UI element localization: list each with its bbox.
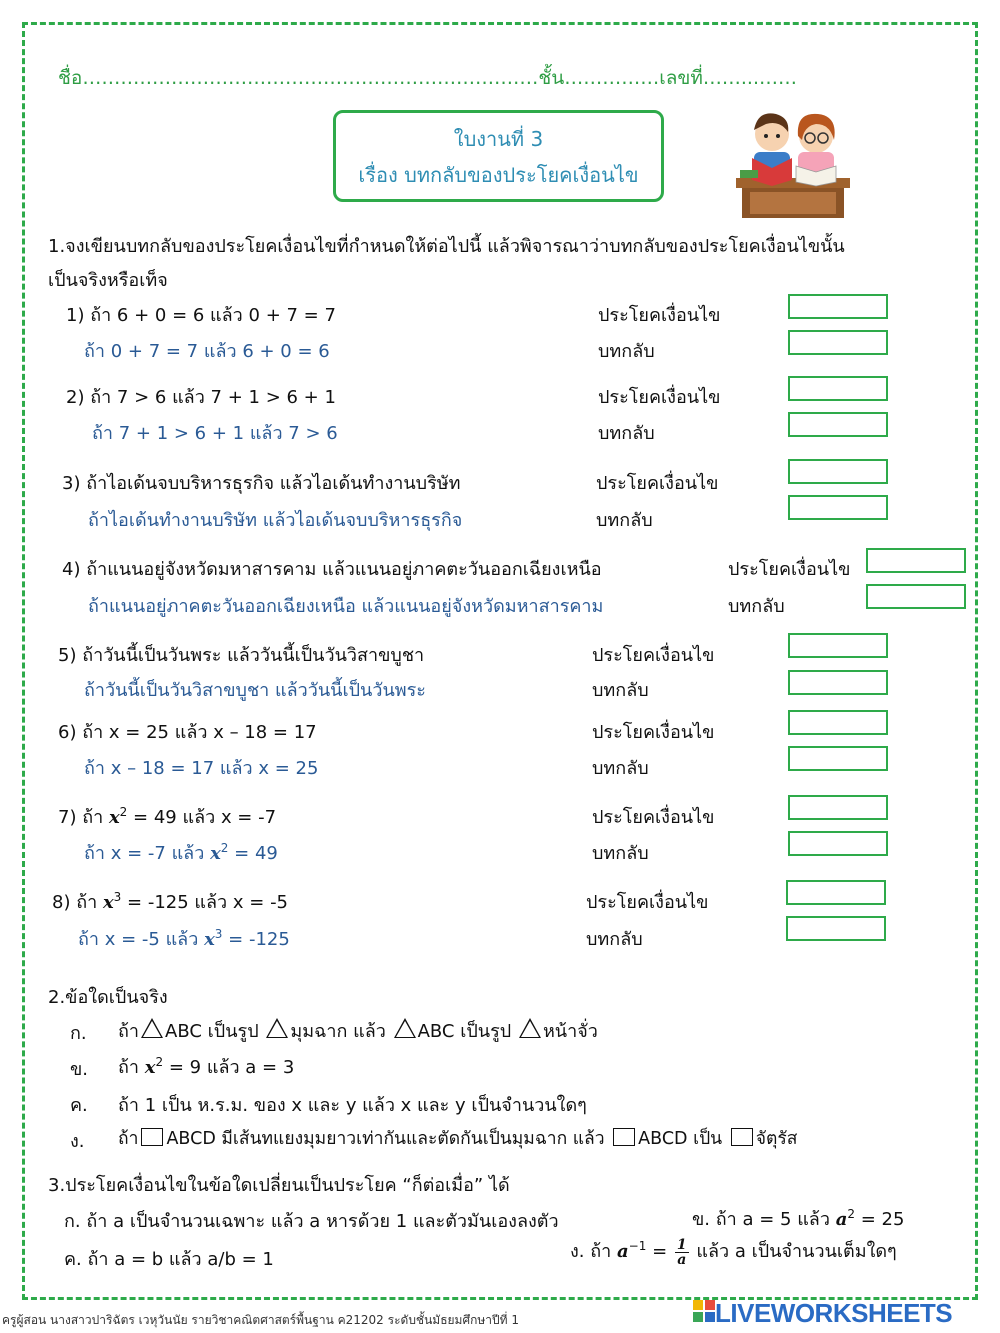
footer-credit: ครูผู้สอน นางสาวปาริฉัตร เวหุวันนัย รายวิชาคณิตศาสตร์พื้นฐาน ค21202 ระดับชั้นมัธยมศึกษาปีที่ 1 xyxy=(2,1313,519,1327)
section3-choice-c: ค. ถ้า a = b แล้ว a/b = 1 xyxy=(64,1249,274,1270)
kids-reading-illustration xyxy=(732,96,854,222)
var-a: a xyxy=(616,1241,629,1262)
item4-conditional-label: ประโยคเงื่อนไข xyxy=(728,559,851,580)
item7-converse: ถ้า x = -7 แล้ว $x^2 = 49$ xyxy=(84,841,278,864)
logo-icon xyxy=(693,1300,715,1326)
section2-choice-a-label: ก. xyxy=(70,1023,87,1044)
name-label: ชื่อ xyxy=(58,67,83,89)
item6-converse-label: บทกลับ xyxy=(592,758,649,779)
item1-conditional: 1) ถ้า 6 + 0 = 6 แล้ว 0 + 7 = 7 xyxy=(66,305,336,326)
exponent: 2 xyxy=(119,805,128,819)
var-x: x xyxy=(108,807,120,828)
item4-conditional-answer-box[interactable] xyxy=(866,548,966,573)
item8-conditional-label: ประโยคเงื่อนไข xyxy=(586,892,709,913)
item5-converse-label: บทกลับ xyxy=(592,680,649,701)
item6-converse: ถ้า x – 18 = 17 แล้ว x = 25 xyxy=(84,758,319,779)
worksheet-topic: เรื่อง บทกลับของประโยคเงื่อนไข xyxy=(358,163,639,187)
item6-conditional: 6) ถ้า x = 25 แล้ว x – 18 = 17 xyxy=(58,722,317,743)
worksheet-number: ใบงานที่ 3 xyxy=(453,127,544,151)
section2-heading: 2.ข้อใดเป็นจริง xyxy=(48,987,168,1008)
item3-converse: ถ้าไอเด้นทำงานบริษัท แล้วไอเด้นจบบริหารธุรกิจ xyxy=(88,510,463,531)
item1-conditional-label: ประโยคเงื่อนไข xyxy=(598,305,721,326)
section3-heading: 3.ประโยคเงื่อนไขในข้อใดเปลี่ยนเป็นประโยค “ก็ต่อเมื่อ” ได้ xyxy=(48,1175,510,1196)
exponent: 2 xyxy=(220,841,229,855)
triangle-icon xyxy=(394,1018,416,1038)
triangle-icon xyxy=(519,1018,541,1038)
item6-conditional-label: ประโยคเงื่อนไข xyxy=(592,722,715,743)
section2-choice-b: ถ้า $x^2 = 9$ แล้ว a = 3 xyxy=(118,1055,295,1078)
square-icon xyxy=(613,1128,635,1146)
square-icon xyxy=(141,1128,163,1146)
var-x: x xyxy=(102,892,114,913)
item6-conditional-answer-box[interactable] xyxy=(788,710,888,735)
section2-choice-c: ถ้า 1 เป็น ห.ร.ม. ของ x และ y แล้ว x และ y เป็นจำนวนใดๆ xyxy=(118,1095,587,1116)
item5-converse: ถ้าวันนี้เป็นวันวิสาขบูชา แล้ววันนี้เป็นวันพระ xyxy=(84,680,426,701)
exponent: 3 xyxy=(113,890,122,904)
exponent: −1 xyxy=(628,1239,647,1253)
square-icon xyxy=(731,1128,753,1146)
class-label: ชั้น xyxy=(538,67,565,89)
liveworksheets-logo: LIVEWORKSHEETS xyxy=(693,1298,952,1328)
item1-converse-label: บทกลับ xyxy=(598,341,655,362)
section2-choice-c-label: ค. xyxy=(70,1095,88,1116)
item8-converse-answer-box[interactable] xyxy=(786,916,886,941)
section3-choice-d: ง. ถ้า $a^{-1}$ = $\frac{1}{a}$ แล้ว a เป็นจำนวนเต็มใดๆ xyxy=(570,1236,897,1268)
section1-instruction-line1: 1.จงเขียนบทกลับของประโยคเงื่อนไขที่กำหนดให้ต่อไปนี้ แล้วพิจารณาว่าบทกลับของประโยคเงื่อนไขนั้น xyxy=(48,236,845,257)
item7-conditional: 7) ถ้า $x^2 = 49$ แล้ว x = -7 xyxy=(58,805,277,828)
header-line xyxy=(58,63,797,93)
item3-converse-label: บทกลับ xyxy=(596,510,653,531)
item3-converse-answer-box[interactable] xyxy=(788,495,888,520)
section1-instruction-line2: เป็นจริงหรือเท็จ xyxy=(48,270,168,291)
item2-converse-label: บทกลับ xyxy=(598,423,655,444)
item3-conditional: 3) ถ้าไอเด้นจบบริหารธุรกิจ แล้วไอเด้นทำงานบริษัท xyxy=(62,473,461,494)
item7-conditional-answer-box[interactable] xyxy=(788,795,888,820)
var-a: a xyxy=(835,1209,848,1230)
number-dots: ……...…… xyxy=(702,67,797,89)
exponent: 3 xyxy=(214,927,223,941)
item2-converse-answer-box[interactable] xyxy=(788,412,888,437)
item1-converse: ถ้า 0 + 7 = 7 แล้ว 6 + 0 = 6 xyxy=(84,341,330,362)
item3-conditional-label: ประโยคเงื่อนไข xyxy=(596,473,719,494)
class-dots: …………… xyxy=(564,67,660,89)
number-label: เลขที่ xyxy=(659,67,703,89)
item1-converse-answer-box[interactable] xyxy=(788,330,888,355)
item7-converse-answer-box[interactable] xyxy=(788,831,888,856)
item5-conditional-label: ประโยคเงื่อนไข xyxy=(592,645,715,666)
var-x: x xyxy=(210,843,221,864)
section3-choice-a: ก. ถ้า a เป็นจำนวนเฉพาะ แล้ว a หารด้วย 1 และตัวมันเองลงตัว xyxy=(64,1211,559,1232)
section2-choice-d-label: ง. xyxy=(70,1131,85,1152)
item8-converse: ถ้า x = -5 แล้ว $x^3 = -125$ xyxy=(78,927,290,950)
section2-choice-b-label: ข. xyxy=(70,1059,89,1080)
section2-choice-d: ถ้า ABCD มีเส้นทแยงมุมยาวเท่ากันและตัดกันเป็นมุมฉาก แล้ว ABCD เป็น จัตุรัส xyxy=(118,1129,798,1149)
var-x: x xyxy=(144,1057,156,1078)
triangle-icon xyxy=(141,1018,163,1038)
item7-conditional-label: ประโยคเงื่อนไข xyxy=(592,807,715,828)
item8-conditional: 8) ถ้า $x^3 = -125$ แล้ว x = -5 xyxy=(52,890,289,913)
item1-conditional-answer-box[interactable] xyxy=(788,294,888,319)
item2-converse: ถ้า 7 + 1 > 6 + 1 แล้ว 7 > 6 xyxy=(92,423,338,444)
name-dots: ……………………………………………………………… xyxy=(82,67,539,89)
title-box xyxy=(333,110,664,202)
item4-converse-label: บทกลับ xyxy=(728,596,785,617)
fraction: $\frac{1}{a}$ xyxy=(676,1236,687,1268)
item8-conditional-answer-box[interactable] xyxy=(786,880,886,905)
item2-conditional-label: ประโยคเงื่อนไข xyxy=(598,387,721,408)
triangle-icon xyxy=(266,1018,288,1038)
item6-converse-answer-box[interactable] xyxy=(788,746,888,771)
exponent: 2 xyxy=(155,1055,164,1069)
item3-conditional-answer-box[interactable] xyxy=(788,459,888,484)
exponent: 2 xyxy=(847,1207,855,1221)
var-x: x xyxy=(204,929,215,950)
item5-converse-answer-box[interactable] xyxy=(788,670,888,695)
item8-converse-label: บทกลับ xyxy=(586,929,643,950)
item4-conditional: 4) ถ้าแนนอยู่จังหวัดมหาสารคาม แล้วแนนอยู่ภาคตะวันออกเฉียงเหนือ xyxy=(62,559,602,580)
item5-conditional: 5) ถ้าวันนี้เป็นวันพระ แล้ววันนี้เป็นวันวิสาขบูชา xyxy=(58,645,425,666)
item4-converse: ถ้าแนนอยู่ภาคตะวันออกเฉียงเหนือ แล้วแนนอยู่จังหวัดมหาสารคาม xyxy=(88,596,604,617)
item2-conditional: 2) ถ้า 7 > 6 แล้ว 7 + 1 > 6 + 1 xyxy=(66,387,336,408)
item5-conditional-answer-box[interactable] xyxy=(788,633,888,658)
item7-converse-label: บทกลับ xyxy=(592,843,649,864)
section3-choice-b: ข. ถ้า a = 5 แล้ว $a^2 = 25$ xyxy=(692,1207,905,1230)
section2-choice-a: ถ้า ABC เป็นรูป มุมฉาก แล้ว ABC เป็นรูป หน้าจั่ว xyxy=(118,1016,598,1045)
item4-converse-answer-box[interactable] xyxy=(866,584,966,609)
item2-conditional-answer-box[interactable] xyxy=(788,376,888,401)
